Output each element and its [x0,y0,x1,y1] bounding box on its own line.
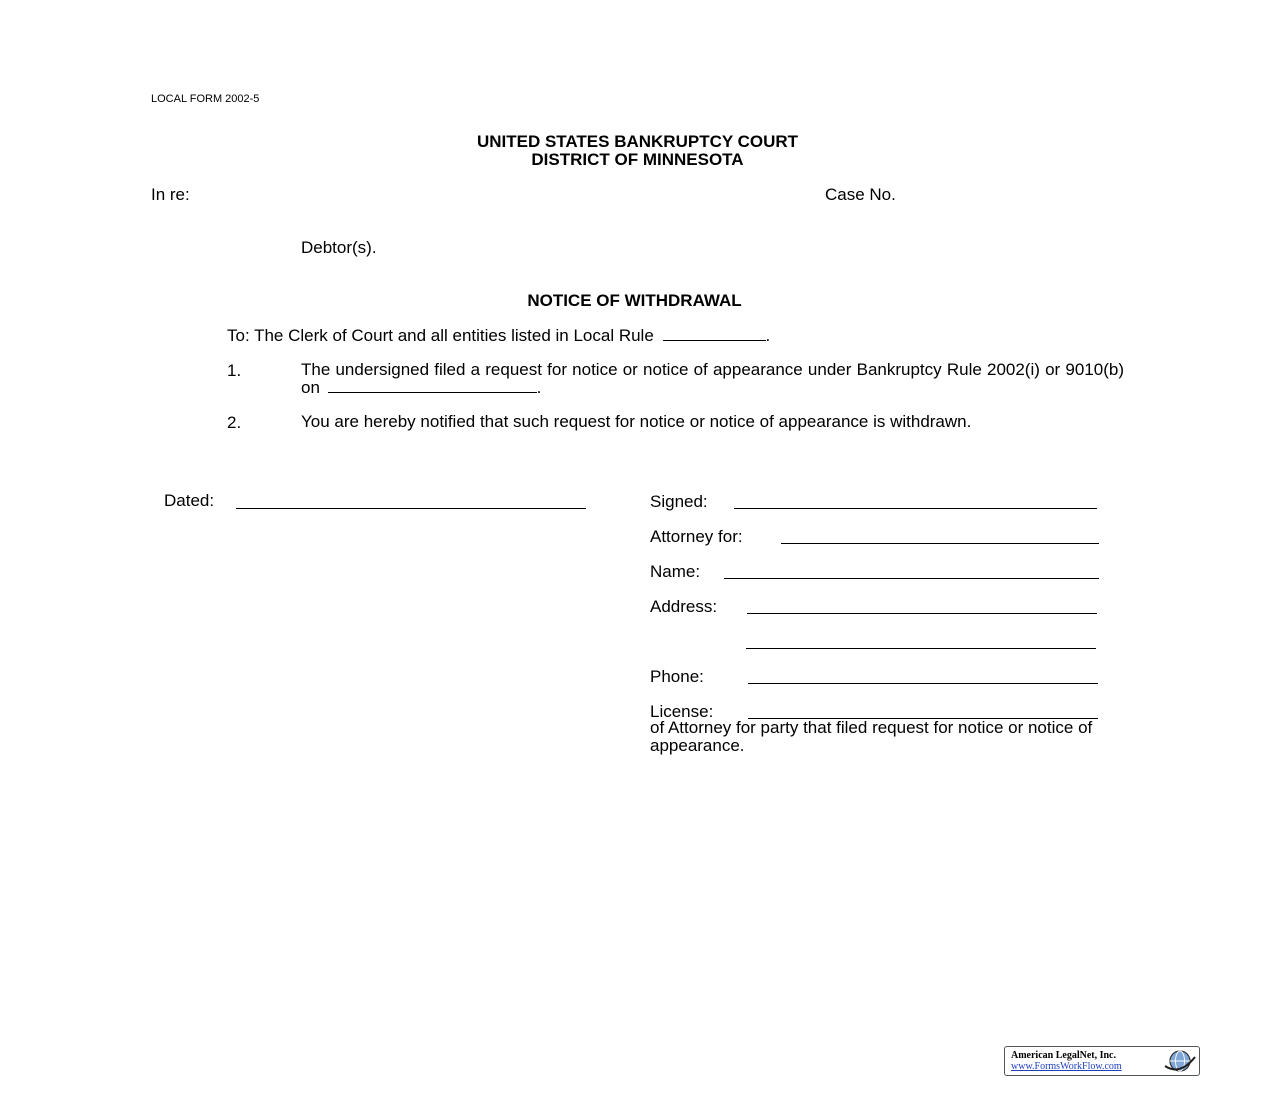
attorney-for-label: Attorney for: [650,527,743,546]
case-no-label: Case No. [825,185,896,204]
signed-label: Signed: [650,492,708,511]
to-line-end: . [765,326,771,345]
in-re-label: In re: [151,185,190,204]
debtors-label: Debtor(s). [301,238,377,257]
item-1-end: . [536,378,542,397]
address-field-line1[interactable] [747,613,1097,614]
court-district: DISTRICT OF MINNESOTA [531,150,744,169]
name-field[interactable] [724,578,1099,579]
filing-date-blank[interactable] [328,391,537,393]
item-text [301,361,1124,397]
signed-field[interactable] [734,508,1097,509]
dated-field[interactable] [236,508,586,509]
license-label: License: [650,702,714,721]
attorney-for-field[interactable] [781,543,1099,544]
court-name: UNITED STATES BANKRUPTCY COURT [476,132,799,151]
item-number: 1. [227,361,242,380]
phone-field[interactable] [748,683,1098,684]
document-title: NOTICE OF WITHDRAWAL [527,291,742,310]
name-label: Name: [650,562,701,581]
globe-icon [1159,1048,1197,1074]
to-line-text: To: The Clerk of Court and all entities listed in Local Rule [227,326,654,345]
logo-url[interactable]: www.FormsWorkFlow.com [1011,1061,1122,1072]
item-1-text: The undersigned filed a request for notice or notice of appearance under Bankruptcy Rule 2002(i) or 9010(b) on [301,360,1124,397]
local-rule-blank[interactable] [663,339,766,341]
phone-label: Phone: [650,667,704,686]
logo-company: American LegalNet, Inc. [1011,1050,1116,1061]
to-line [227,326,770,346]
address-label: Address: [650,597,718,616]
item-2-text: You are hereby notified that such request for notice or notice of appearance is withdrawn. [301,412,972,431]
item-number: 2. [227,413,242,432]
legalnet-logo [1004,1046,1200,1076]
dated-label: Dated: [164,491,215,510]
license-note: of Attorney for party that filed request for notice or notice of appearance. [650,718,1093,755]
form-id: LOCAL FORM 2002-5 [151,93,260,105]
address-field-line2[interactable] [746,648,1096,649]
